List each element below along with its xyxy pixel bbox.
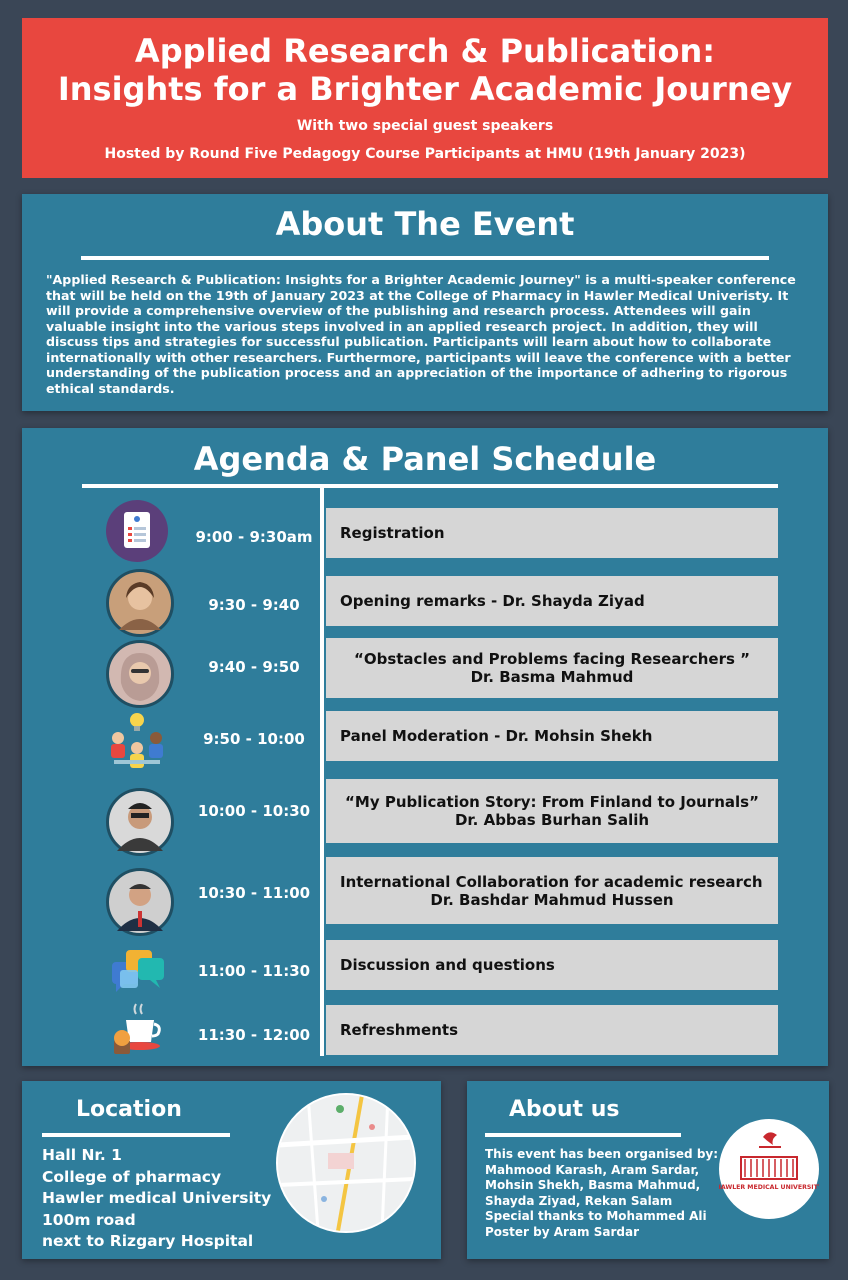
event-title-line1: Applied Research & Publication: [134,32,716,70]
agenda-item [326,857,778,924]
svg-text:HAWLER MEDICAL UNIVERSITY: HAWLER MEDICAL UNIVERSITY [719,1184,819,1191]
chat-bubbles-icon [106,940,168,1002]
about-heading: About The Event [275,205,575,243]
agenda-item [326,576,778,626]
agenda-item-title: “Obstacles and Problems facing Researchers ” [353,650,751,668]
speaker-photo [106,868,174,936]
agenda-item [326,638,778,698]
organisers-line: Shayda Ziyad, Rekan Salam [485,1193,673,1208]
agenda-time: 9:40 - 9:50 [208,658,300,676]
agenda-heading: Agenda & Panel Schedule [193,440,657,478]
event-subtitle: With two special guest speakers [296,118,554,134]
divider [42,1133,230,1137]
coffee-cup-icon [106,1000,168,1062]
agenda-item-title: Discussion and questions [340,956,555,974]
event-host: Hosted by Round Five Pedagogy Course Participants at HMU (19th January 2023) [104,146,746,162]
location-heading: Location [76,1097,182,1122]
timeline-line [320,488,324,1056]
agenda-item-title: “My Publication Story: From Finland to Journals” [345,793,759,811]
agenda-time: 10:30 - 11:00 [197,884,311,902]
location-address [42,1145,271,1253]
address-line: Hall Nr. 1 [42,1146,122,1164]
divider [81,256,769,260]
address-line: College of pharmacy [42,1167,222,1186]
agenda-item [326,779,778,843]
header-banner [22,18,828,178]
organisers-text [485,1147,718,1240]
agenda-time: 11:30 - 12:00 [197,1026,311,1044]
speaker-photo [106,569,174,637]
agenda-item-title: Panel Moderation - Dr. Mohsin Shekh [340,727,653,745]
agenda-item-speaker: Dr. Bashdar Mahmud Hussen [430,890,674,909]
agenda-time: 9:50 - 10:00 [203,730,305,748]
clipboard-icon [106,500,168,562]
about-event-panel [22,194,828,411]
agenda-item [326,940,778,990]
about-us-heading: About us [509,1097,620,1122]
team-idea-icon [106,710,168,772]
agenda-item [326,1005,778,1055]
address-line: next to Rizgary Hospital [42,1232,254,1250]
agenda-item-title: Opening remarks - Dr. Shayda Ziyad [340,592,645,610]
agenda-item-title: International Collaboration for academic research [340,872,763,891]
organisers-line: Poster by Aram Sardar [485,1224,639,1239]
agenda-time: 11:00 - 11:30 [197,962,311,980]
organisers-line: Mahmood Karash, Aram Sardar, [485,1162,700,1177]
organisers-line: This event has been organised by: [485,1147,719,1161]
agenda-item-speaker: Dr. Abbas Burhan Salih [454,811,650,829]
organisers-line: Special thanks to Mohammed Ali [485,1209,707,1223]
organisers-line: Mohsin Shekh, Basma Mahmud, [485,1178,701,1192]
agenda-time: 9:00 - 9:30am [195,528,313,546]
divider [82,484,778,488]
agenda-time: 10:00 - 10:30 [197,802,311,820]
address-line: 100m road [42,1210,136,1229]
event-title-line2: Insights for a Brighter Academic Journey [57,70,793,108]
address-line: Hawler medical University [42,1189,272,1207]
about-us-panel [467,1081,829,1259]
speaker-photo [106,788,174,856]
agenda-item-title: Refreshments [340,1021,459,1039]
agenda-item [326,711,778,761]
agenda-item [326,508,778,558]
divider [485,1133,681,1137]
university-logo [719,1119,819,1219]
about-text: "Applied Research & Publication: Insights for a Brighter Academic Journey" is a multi-speaker conference that will be held on the 19th of January 2023 at the College of Pharmacy in Hawler Medical Univeristy. It will provide a comprehensive overview of the publishing and research process. Attendees will gain valuable insight into the various steps involved in an applied research project. In addition, they will discuss tips and strategies for successful publication. Participants will learn about how to collaborate internationally with other researchers. Furthermore, participants will leave the conference with a better understanding of the publication process and an appreciation of the importance of adhering to rigorous ethical standards. [46,272,796,396]
agenda-time: 9:30 - 9:40 [208,596,300,614]
location-panel [22,1081,441,1259]
agenda-panel [22,428,828,1066]
map-thumbnail [276,1093,416,1233]
agenda-item-title: Registration [340,524,445,542]
agenda-item-speaker: Dr. Basma Mahmud [470,668,634,686]
speaker-photo [106,640,174,708]
